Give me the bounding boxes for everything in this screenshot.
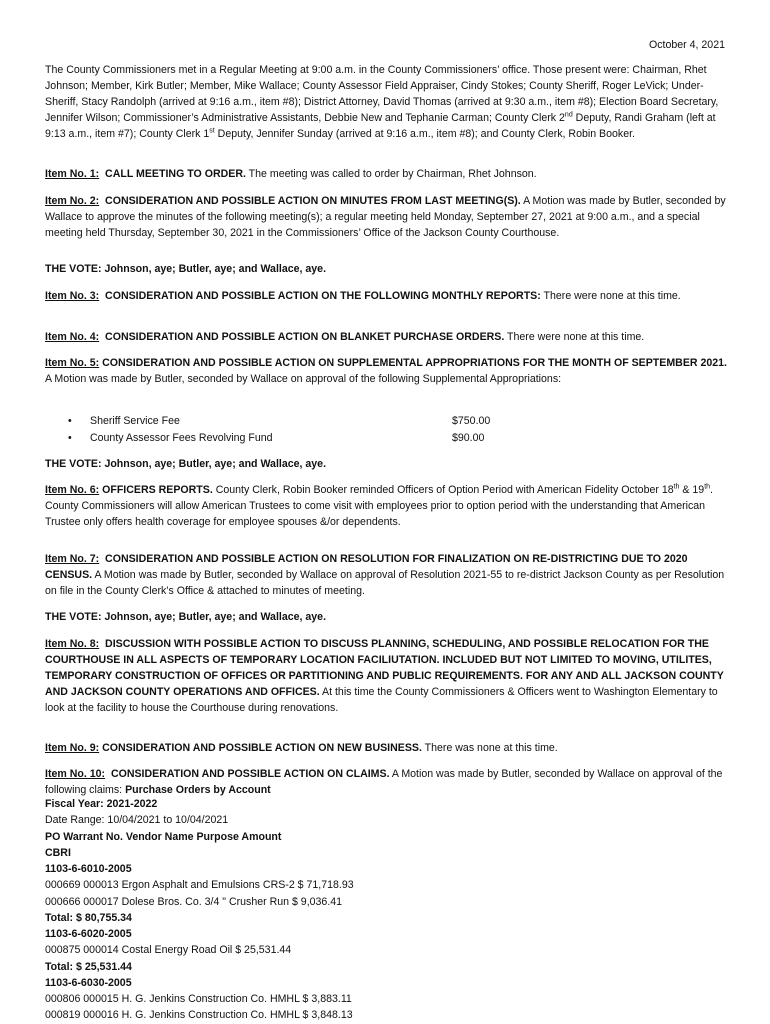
item-1	[45, 166, 727, 182]
appropriation-amount: $750.00	[452, 415, 491, 427]
item-10	[45, 766, 727, 798]
item-heading: CONSIDERATION AND POSSIBLE ACTION ON THE FOLLOWING MONTHLY REPORTS:	[105, 290, 541, 302]
supplemental-list	[45, 413, 727, 447]
item-text: The meeting was called to order by Chairman, Rhet Johnson.	[245, 168, 537, 180]
fiscal-year: Fiscal Year: 2021-2022	[45, 798, 158, 810]
appropriation-amount: $90.00	[452, 432, 485, 444]
item-label: Item No. 8:	[45, 638, 100, 650]
account-number: 1103-6-6010-2005	[45, 863, 132, 875]
item-label: Item No. 6:	[45, 484, 100, 496]
claims-title: Purchase Orders by Account	[125, 784, 271, 796]
bullet-icon: •	[68, 432, 72, 444]
item-label: Item No. 3:	[45, 290, 100, 302]
claim-row: 000806 000015 H. G. Jenkins Construction Co. HMHL $ 3,883.11	[45, 993, 352, 1005]
claim-row: 000875 000014 Costal Energy Road Oil $ 25,531.44	[45, 944, 292, 957]
appropriation-label: Sheriff Service Fee	[90, 415, 180, 427]
item-label: Item No. 7:	[45, 553, 100, 565]
claim-row: 000669 000013 Ergon Asphalt and Emulsions CRS-2 $ 71,718.93	[45, 879, 354, 892]
vote-line: THE VOTE: Johnson, aye; Butler, aye; and Wallace, aye.	[45, 263, 327, 275]
account-number: 1103-6-6030-2005	[45, 976, 132, 989]
item-text: There were none at this time.	[504, 331, 645, 343]
appropriation-label: County Assessor Fees Revolving Fund	[90, 432, 273, 444]
account-total: Total: $ 80,755.34	[45, 911, 132, 924]
item-5	[45, 355, 727, 387]
item-label: Item No. 5:	[45, 357, 100, 369]
account-number: 1103-6-6020-2005	[45, 928, 132, 940]
item-3	[45, 288, 727, 304]
list-item	[45, 413, 727, 430]
item-4	[45, 329, 727, 345]
item-7	[45, 551, 727, 599]
date-range: Date Range: 10/04/2021 to 10/04/2021	[45, 814, 229, 827]
item-label: Item No. 1:	[45, 168, 100, 180]
item-text: A Motion was made by Butler, seconded by Wallace on approval of the following claims:	[45, 768, 723, 796]
meeting-date: October 4, 2021	[649, 39, 725, 51]
column-headers: PO Warrant No. Vendor Name Purpose Amount	[45, 830, 282, 843]
item-label: Item No. 9:	[45, 742, 100, 754]
item-text: County Clerk, Robin Booker reminded Officers of Option Period with American Fidelity October 18th & 19th. County Commissioners will allow American Trustees to come visit with employees prior to option period with the understanding that American Trustee only offers health coverage for employee spouses &/or dependents.	[45, 483, 713, 528]
bullet-icon: •	[68, 415, 72, 427]
item-8	[45, 636, 727, 716]
item-label: Item No. 2:	[45, 195, 100, 207]
item-9	[45, 740, 727, 756]
item-text: A Motion was made by Butler, seconded by Wallace on approval of the following Supplemental Appropriations:	[45, 373, 562, 385]
item-6	[45, 482, 727, 530]
item-text: There were none at this time.	[540, 290, 681, 302]
claim-row: 000666 000017 Dolese Bros. Co. 3/4 " Crusher Run $ 9,036.41	[45, 895, 343, 908]
item-2	[45, 193, 727, 241]
vote-line: THE VOTE: Johnson, aye; Butler, aye; and Wallace, aye.	[45, 611, 327, 623]
item-text: At this time the County Commissioners & Officers went to Washington Elementary to look at the facility to house the Courthouse during renovations.	[45, 686, 718, 714]
claims-list	[45, 796, 727, 1024]
item-label: Item No. 10:	[45, 768, 106, 780]
intro-paragraph: The County Commissioners met in a Regular Meeting at 9:00 a.m. in the County Commissioners’ office. Those present were: Chairman, Rhet Johnson; Member, Kirk Butler; Member, Mike Wallace; County Assessor Field Appraiser, Cindy Stokes; County Sheriff, Roger LeVick; Under-Sheriff, Stacy Randolph (arrived at 9:16 a.m., item #8); District Attorney, David Thomas (arrived at 9:30 a.m., item #8); Election Board Secretary, Jennifer Wilson; Commissioner’s Administrative Assistants, Debbie New and Tephanie Carman; County Clerk 2nd Deputy, Randi Graham (left at 9:13 a.m., item #7); County Clerk 1st Deputy, Jennifer Sunday (arrived at 9:16 a.m., item #8); and County Clerk, Robin Booker.	[45, 64, 719, 140]
item-heading: CONSIDERATION AND POSSIBLE ACTION ON SUPPLEMENTAL APPROPRIATIONS FOR THE MONTH OF SEPTEMBER 2021.	[102, 357, 727, 369]
fund-name: CBRI	[45, 846, 71, 859]
item-heading: CALL MEETING TO ORDER.	[105, 168, 246, 180]
list-item	[45, 430, 727, 447]
item-heading: CONSIDERATION AND POSSIBLE ACTION ON RESOLUTION FOR FINALIZATION ON RE-DISTRICTING DUE TO 2020 CENSUS.	[45, 553, 688, 581]
item-text: A Motion was made by Butler, seconded by Wallace to approve the minutes of the following meeting(s); a regular meeting held Monday, September 27, 2021 at 9:00 a.m., and a special meeting held Thursday, September 30, 2021 in the Commissioners’ Office of the Jackson County Courthouse.	[45, 195, 726, 239]
item-heading: CONSIDERATION AND POSSIBLE ACTION ON CLAIMS.	[110, 768, 390, 780]
item-text: There was none at this time.	[421, 742, 558, 754]
item-heading: OFFICERS REPORTS.	[102, 484, 213, 496]
item-label: Item No. 4:	[45, 331, 100, 343]
item-heading: DISCUSSION WITH POSSIBLE ACTION TO DISCUSS PLANNING, SCHEDULING, AND POSSIBLE RELOCATION FOR THE COURTHOUSE IN ALL ASPECTS OF TEMPORARY LOCATION FACILIUTATION. INCLUDED BUT NOT LIMITED TO MOVING, UTILITES, TEMPORARY CONSTRUCTION OF OFFICES OR PARTITIONING AND PUBLIC REQUIREMENTS. FOR ANY AND ALL JACKSON COUNTY AND JACKSON COUNTY OPERATIONS AND OFFICES.	[45, 638, 724, 698]
item-heading: CONSIDERATION AND POSSIBLE ACTION ON NEW BUSINESS.	[102, 742, 422, 754]
item-heading: CONSIDERATION AND POSSIBLE ACTION ON MINUTES FROM LAST MEETING(S).	[105, 195, 521, 207]
vote-line: THE VOTE: Johnson, aye; Butler, aye; and Wallace, aye.	[45, 458, 327, 470]
item-heading: CONSIDERATION AND POSSIBLE ACTION ON BLANKET PURCHASE ORDERS.	[105, 331, 505, 343]
account-total: Total: $ 25,531.44	[45, 960, 132, 973]
claim-row: 000819 000016 H. G. Jenkins Construction Co. HMHL $ 3,848.13	[45, 1009, 353, 1022]
item-text: A Motion was made by Butler, seconded by Wallace on approval of Resolution 2021-55 to re-district Jackson County as per Resolution on file in the County Clerk’s Office & attached to minutes of meeting.	[45, 569, 725, 597]
